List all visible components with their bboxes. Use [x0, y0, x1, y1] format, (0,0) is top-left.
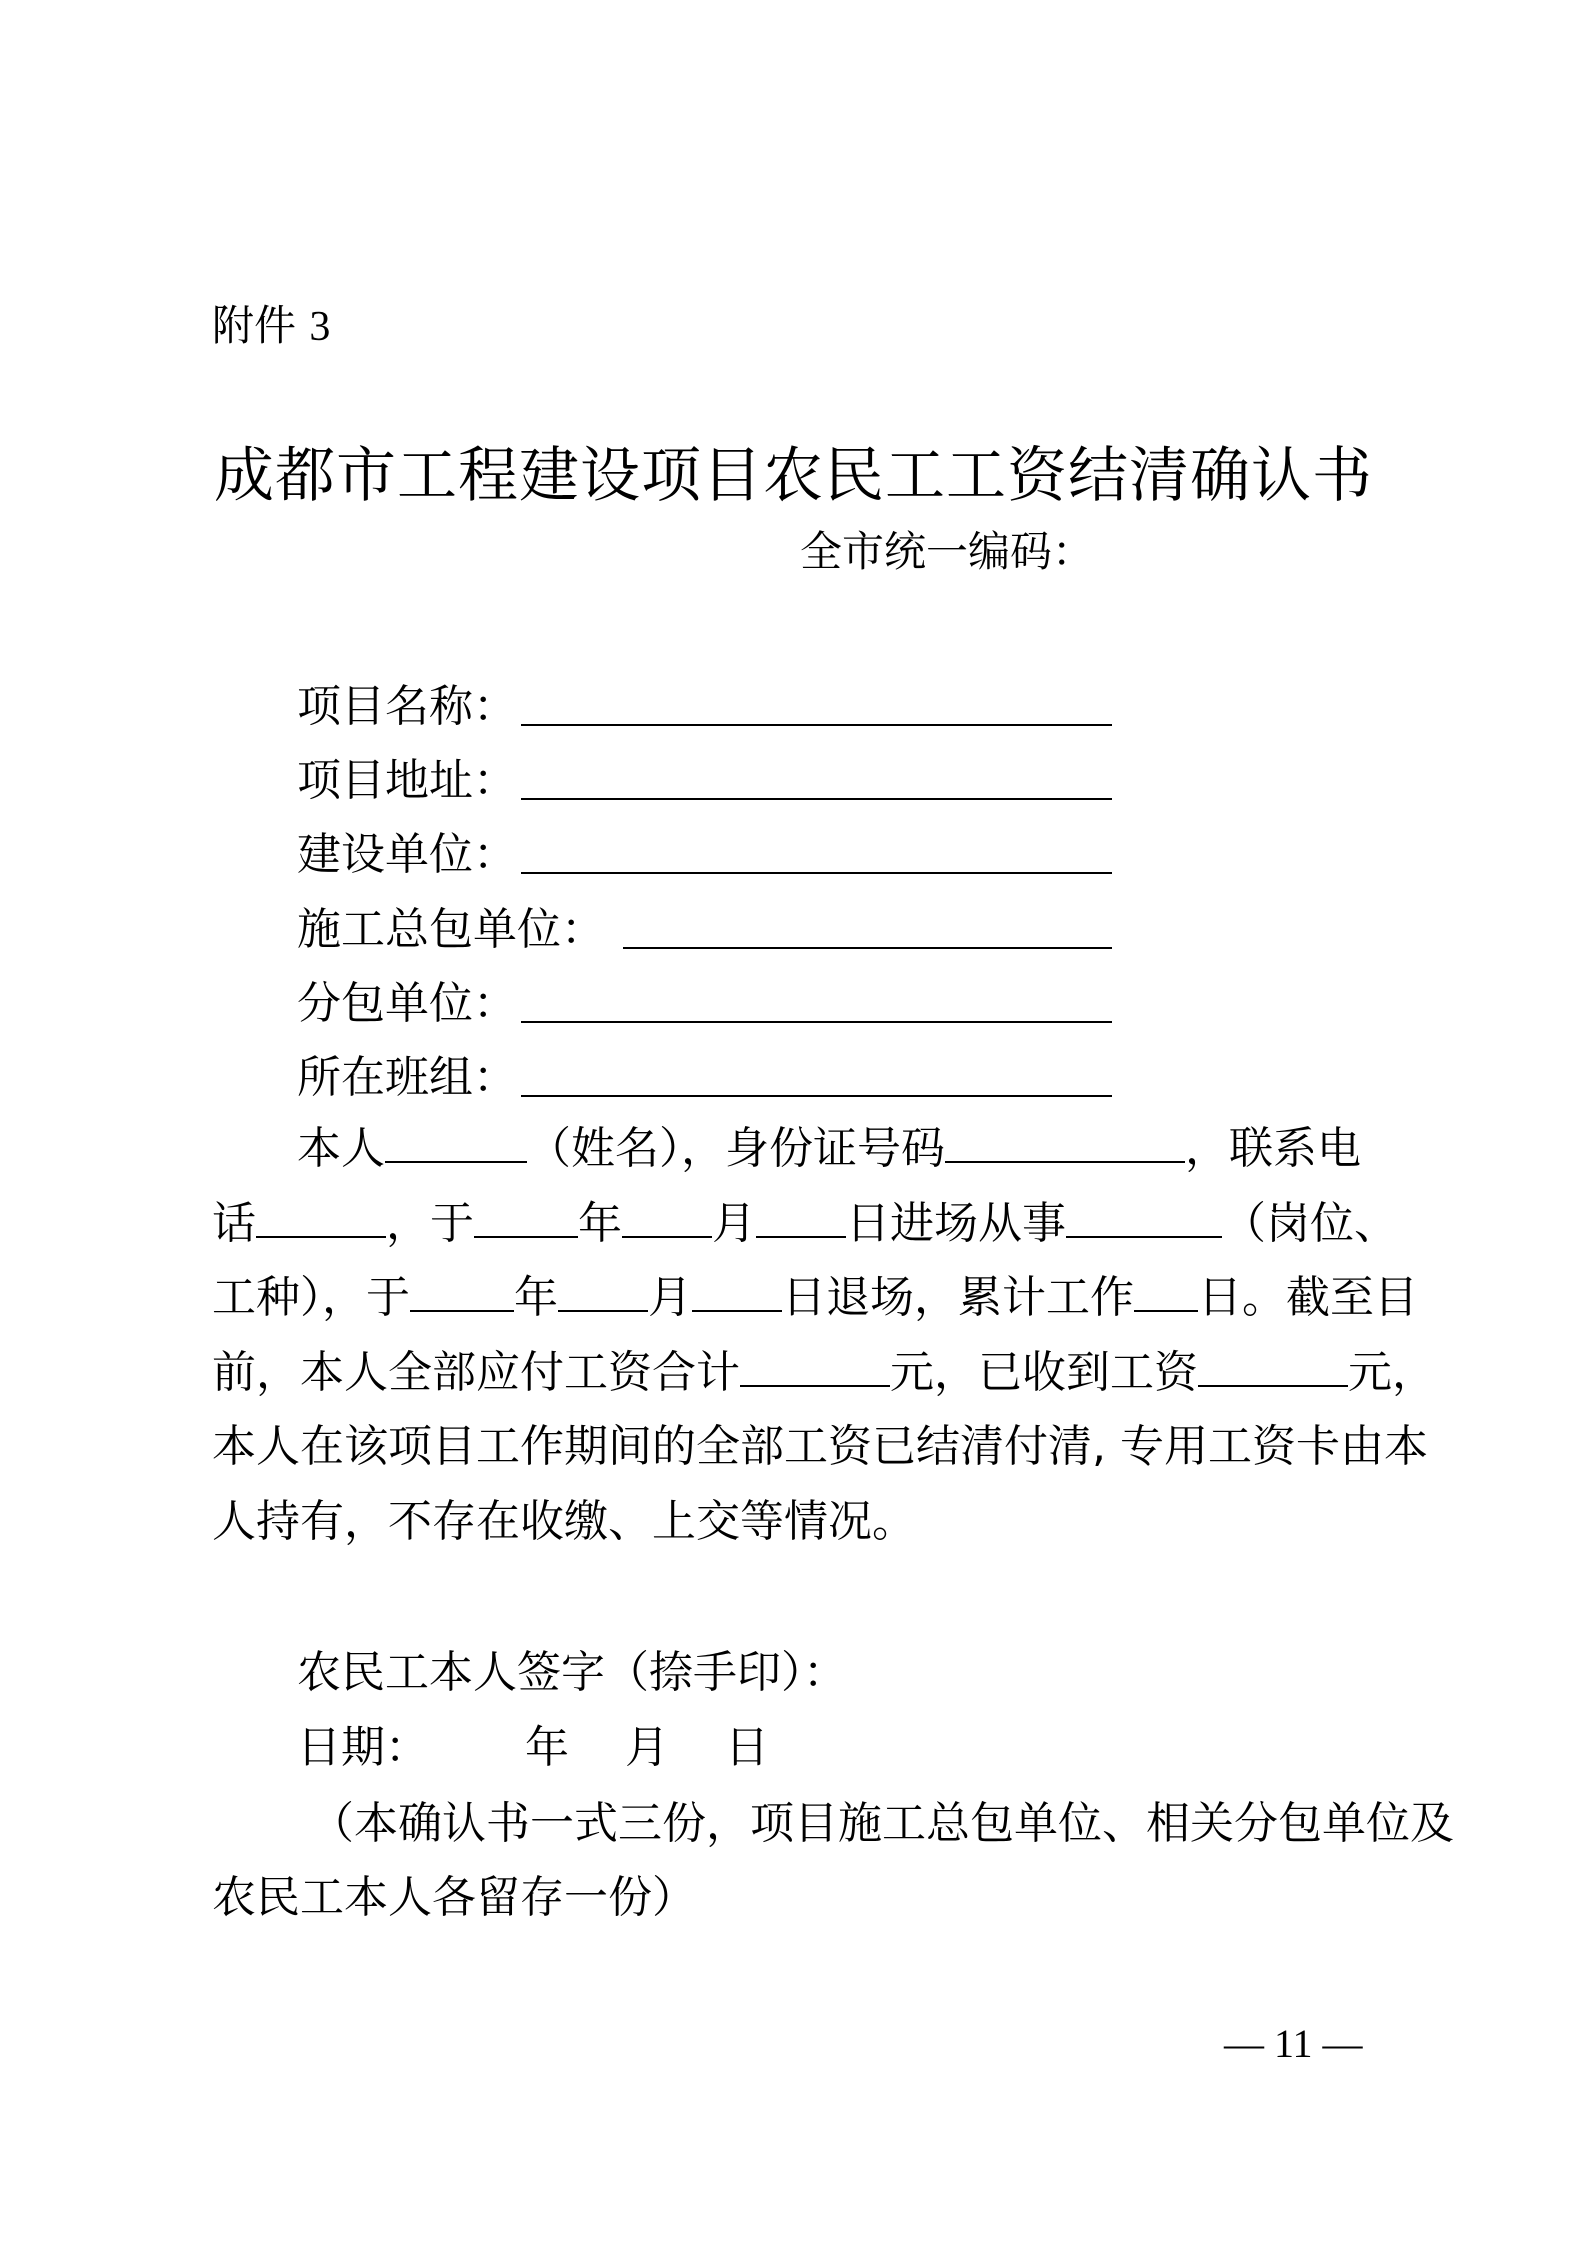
statement-text: 年 — [514, 1272, 558, 1323]
attachment-text: 附件 — [212, 301, 297, 350]
exit-day-blank — [692, 1270, 782, 1312]
fill-in-line — [521, 678, 1112, 726]
statement-text: 年 — [578, 1198, 622, 1249]
statement-text: 本人 — [297, 1123, 385, 1174]
fill-in-line — [623, 901, 1112, 949]
received-wage-blank — [1198, 1345, 1348, 1387]
exit-month-blank — [558, 1270, 648, 1312]
statement-text: （岗位、 — [1222, 1198, 1398, 1249]
entry-year-blank — [474, 1196, 578, 1238]
page-number: — 11 — — [1224, 2021, 1363, 2066]
entry-month-blank — [622, 1196, 712, 1238]
date-month: 月 — [625, 1722, 669, 1773]
statement-text: 元， — [1348, 1347, 1436, 1398]
statement-text: 前，本人全部应付工资合计 — [212, 1347, 740, 1398]
date-label: 日期： — [297, 1722, 429, 1773]
field-project-name — [297, 670, 1112, 734]
field-label: 施工总包单位： — [297, 904, 605, 955]
attachment-number: 3 — [309, 304, 331, 350]
document-title: 成都市工程建设项目农民工工资结清确认书 — [214, 441, 1373, 511]
field-subcontractor — [297, 967, 1112, 1031]
field-label: 分包单位： — [297, 978, 517, 1029]
work-days-blank — [1134, 1270, 1198, 1312]
note-line-2: 农民工本人各留存一份） — [212, 1872, 696, 1923]
fill-in-line — [521, 975, 1112, 1023]
statement-text: 日退场，累计工作 — [782, 1272, 1134, 1323]
statement-text: ，于 — [386, 1198, 474, 1249]
statement-text: ，联系电 — [1185, 1123, 1361, 1174]
field-label: 所在班组： — [297, 1052, 517, 1103]
field-project-address — [297, 744, 1112, 808]
field-construction-unit — [297, 818, 1112, 882]
name-blank — [385, 1121, 527, 1163]
fill-in-line — [521, 1049, 1112, 1097]
field-label: 建设单位： — [297, 829, 517, 880]
statement-text: 日进场从事 — [846, 1198, 1066, 1249]
date-year: 年 — [525, 1722, 569, 1773]
entry-day-blank — [756, 1196, 846, 1238]
signature-date — [297, 1716, 769, 1780]
statement-text: 日。截至目 — [1198, 1272, 1418, 1323]
field-general-contractor — [297, 893, 1112, 957]
fill-in-line — [521, 752, 1112, 800]
note-line-1: （本确认书一式三份，项目施工总包单位、相关分包单位及 — [310, 1798, 1454, 1849]
statement-text: 月 — [712, 1198, 756, 1249]
attachment-label — [212, 294, 330, 359]
position-blank — [1066, 1196, 1222, 1238]
statement-line-4 — [212, 1341, 1436, 1405]
phone-blank — [256, 1196, 386, 1238]
statement-line-1 — [297, 1117, 1361, 1181]
signature-label: 农民工本人签字（捺手印）： — [297, 1647, 847, 1698]
id-number-blank — [945, 1121, 1185, 1163]
field-label: 项目地址： — [297, 755, 517, 806]
statement-text: 话 — [212, 1198, 256, 1249]
exit-year-blank — [410, 1270, 514, 1312]
statement-text: 月 — [648, 1272, 692, 1323]
statement-line-3 — [212, 1266, 1418, 1330]
fill-in-line — [521, 826, 1112, 874]
statement-line-2 — [212, 1192, 1398, 1256]
statement-line-6: 人持有，不存在收缴、上交等情况。 — [212, 1496, 916, 1547]
statement-text: （姓名），身份证号码 — [527, 1123, 945, 1174]
statement-text: 工种），于 — [212, 1272, 410, 1323]
statement-text: 元，已收到工资 — [890, 1347, 1198, 1398]
statement-line-5: 本人在该项目工作期间的全部工资已结清付清, 专用工资卡由本 — [212, 1421, 1428, 1472]
date-day: 日 — [725, 1722, 769, 1773]
field-work-team — [297, 1041, 1112, 1105]
total-wage-blank — [740, 1345, 890, 1387]
field-label: 项目名称： — [297, 681, 517, 732]
unified-code-label: 全市统一编码： — [800, 527, 1095, 576]
